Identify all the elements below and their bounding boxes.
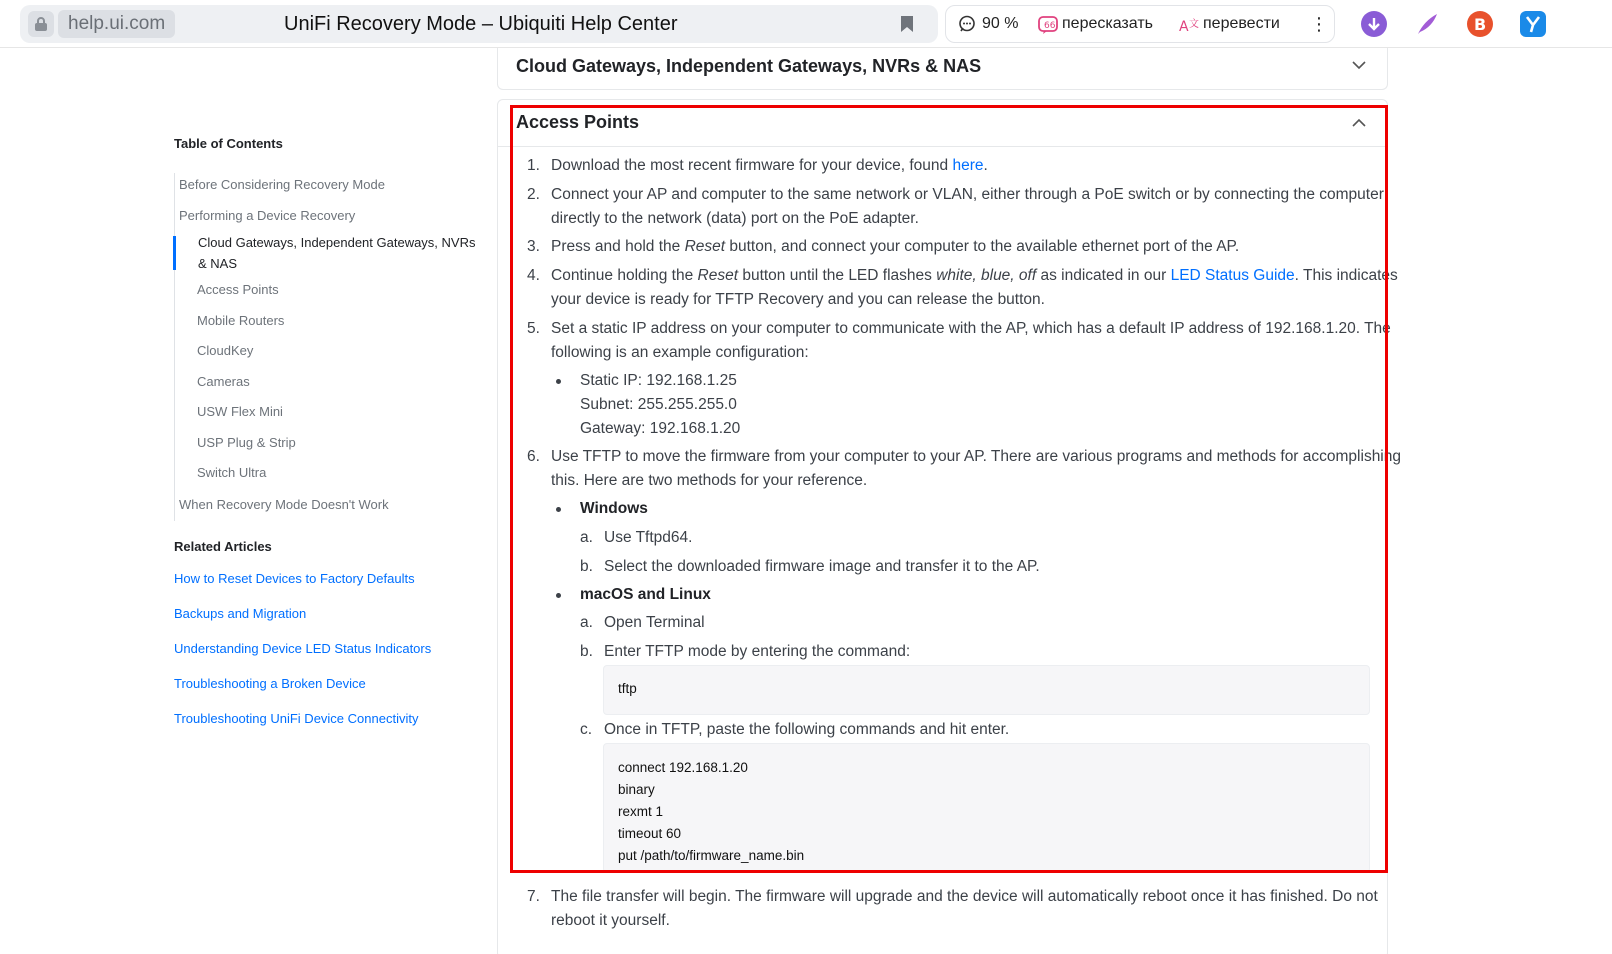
toc-heading: Table of Contents xyxy=(174,136,283,151)
macos-linux-heading: macOS and Linux xyxy=(580,586,711,603)
chat-zoom-icon xyxy=(958,15,976,33)
step-7-line-1: The file transfer will begin. The firmware will upgrade and the device will automatically reboot once it has finished. Do not xyxy=(551,888,1378,905)
chevron-down-icon[interactable] xyxy=(1351,60,1367,70)
download-extension-icon[interactable] xyxy=(1361,11,1387,37)
toc-rail xyxy=(174,173,175,521)
code-line: tftp xyxy=(618,681,637,696)
related-link[interactable]: Backups and Migration xyxy=(174,606,307,621)
step-3-text: Press and hold the Reset button, and connect your computer to the available ethernet port of the AP. xyxy=(551,238,1240,255)
svg-text:A: A xyxy=(1179,19,1189,35)
step-5-line-1: Set a static IP address on your computer to communicate with the AP, which has a default IP address of 192.168.1.20. The xyxy=(551,320,1391,337)
svg-text:B: B xyxy=(1474,15,1487,34)
step-4-line-2: your device is ready for TFTP Recovery and you can release the button. xyxy=(551,291,1045,308)
step-7-line-2: reboot it yourself. xyxy=(551,912,670,929)
accordion-title: Cloud Gateways, Independent Gateways, NVRs & NAS xyxy=(516,56,982,76)
toc-item-before-recovery[interactable]: Before Considering Recovery Mode xyxy=(179,177,385,192)
step-6-line-1: Use TFTP to move the firmware from your computer to your AP. There are various programs and methods for accomplishing xyxy=(551,448,1401,465)
related-link[interactable]: Understanding Device LED Status Indicators xyxy=(174,641,432,656)
sub-marker: c. xyxy=(580,721,593,738)
related-link[interactable]: Troubleshooting a Broken Device xyxy=(174,676,366,691)
page-title: UniFi Recovery Mode – Ubiquiti Help Center xyxy=(284,13,678,35)
sub-marker: a. xyxy=(580,529,593,546)
code-line: timeout 60 xyxy=(618,826,682,841)
toc-item-when-recovery-fails[interactable]: When Recovery Mode Doesn't Work xyxy=(179,497,389,512)
step-number: 3. xyxy=(527,238,540,255)
step-2-line-1: Connect your AP and computer to the same network or VLAN, either through a PoE switch or by connecting the computer xyxy=(551,186,1384,203)
translate-icon xyxy=(1179,15,1201,35)
bullet xyxy=(556,507,561,512)
step-number: 2. xyxy=(527,186,540,203)
bullet xyxy=(556,379,561,384)
step-5-line-2: following is an example configuration: xyxy=(551,344,809,361)
code-block-commands[interactable] xyxy=(603,743,1370,873)
sub-marker: a. xyxy=(580,614,593,631)
code-line: rexmt 1 xyxy=(618,804,664,819)
step-number: 7. xyxy=(527,888,540,905)
accordion-cloud-gateways[interactable] xyxy=(497,48,1388,90)
mac-step-c: Once in TFTP, paste the following commands and hit enter. xyxy=(604,721,1010,738)
firmware-link[interactable]: here xyxy=(952,157,984,174)
feather-extension-icon[interactable] xyxy=(1414,11,1440,37)
code-line: put /path/to/firmware_name.bin xyxy=(618,848,805,863)
step-4-line-1: Continue holding the Reset button until the LED flashes white, blue, off as indicated in our LED Status Guide. This indicates xyxy=(551,267,1398,284)
sub-marker: b. xyxy=(580,558,593,575)
windows-heading: Windows xyxy=(580,500,648,517)
accordion-title: Access Points xyxy=(516,112,640,132)
mac-step-b: Enter TFTP mode by entering the command: xyxy=(604,643,911,660)
lock-icon[interactable] xyxy=(28,11,54,37)
toc-item-performing-recovery[interactable]: Performing a Device Recovery xyxy=(179,208,356,223)
browser-tools-group: 90 % 66 пересказать A 文 перевести ⋮ xyxy=(945,5,1335,43)
gateway-text: Gateway: 192.168.1.20 xyxy=(580,420,741,437)
step-number: 6. xyxy=(527,448,540,465)
toc-item-usp-plug-strip[interactable]: USP Plug & Strip xyxy=(197,435,296,450)
toc-item-usw-flex-mini[interactable]: USW Flex Mini xyxy=(197,404,283,419)
static-ip-text: Static IP: 192.168.1.25 xyxy=(580,372,737,389)
chevron-up-icon[interactable] xyxy=(1351,118,1367,128)
led-status-guide-link[interactable]: LED Status Guide xyxy=(1170,267,1295,284)
b-extension-icon[interactable] xyxy=(1467,11,1493,37)
toc-item-switch-ultra[interactable]: Switch Ultra xyxy=(197,465,267,480)
mac-step-a: Open Terminal xyxy=(604,614,705,631)
toc-item-cloud-gateways-cont[interactable]: & NAS xyxy=(198,256,238,271)
bookmark-icon[interactable] xyxy=(900,15,914,38)
related-link[interactable]: Troubleshooting UniFi Device Connectivity xyxy=(174,711,419,726)
accordion-header[interactable] xyxy=(498,100,1387,147)
more-menu-icon[interactable]: ⋮ xyxy=(1310,14,1328,34)
svg-text:文: 文 xyxy=(1189,19,1199,30)
address-bar[interactable] xyxy=(20,5,938,43)
toc-item-access-points[interactable]: Access Points xyxy=(197,282,279,297)
step-number: 5. xyxy=(527,320,540,337)
toc-active-indicator xyxy=(173,236,176,270)
toc-item-cloud-gateways[interactable]: Cloud Gateways, Independent Gateways, NVRs xyxy=(198,235,476,250)
step-number: 4. xyxy=(527,267,540,284)
y-extension-icon[interactable] xyxy=(1520,11,1546,37)
code-block-tftp[interactable] xyxy=(603,665,1370,715)
related-link[interactable]: How to Reset Devices to Factory Defaults xyxy=(174,571,415,586)
related-heading: Related Articles xyxy=(174,539,272,554)
svg-text:66: 66 xyxy=(1044,21,1056,31)
sub-marker: b. xyxy=(580,643,593,660)
windows-step-a: Use Tftpd64. xyxy=(604,529,693,546)
step-6-line-2: this. Here are two methods for your reference. xyxy=(551,472,868,489)
browser-toolbar xyxy=(0,0,1612,48)
subnet-text: Subnet: 255.255.255.0 xyxy=(580,396,737,413)
domain-label[interactable]: help.ui.com xyxy=(58,10,175,38)
step-2-line-2: directly to the network (data) port on the PoE adapter. xyxy=(551,210,919,227)
bullet xyxy=(556,593,561,598)
step-number: 1. xyxy=(527,157,540,174)
retell-icon xyxy=(1038,15,1058,35)
toc-item-cameras[interactable]: Cameras xyxy=(197,374,250,389)
step-1-text: Download the most recent firmware for your device, found here. xyxy=(551,157,988,174)
code-line: connect 192.168.1.20 xyxy=(618,760,748,775)
toc-item-cloudkey[interactable]: CloudKey xyxy=(197,343,254,358)
code-line: binary xyxy=(618,782,655,797)
windows-step-b: Select the downloaded firmware image and transfer it to the AP. xyxy=(604,558,1040,575)
toc-item-mobile-routers[interactable]: Mobile Routers xyxy=(197,313,285,328)
